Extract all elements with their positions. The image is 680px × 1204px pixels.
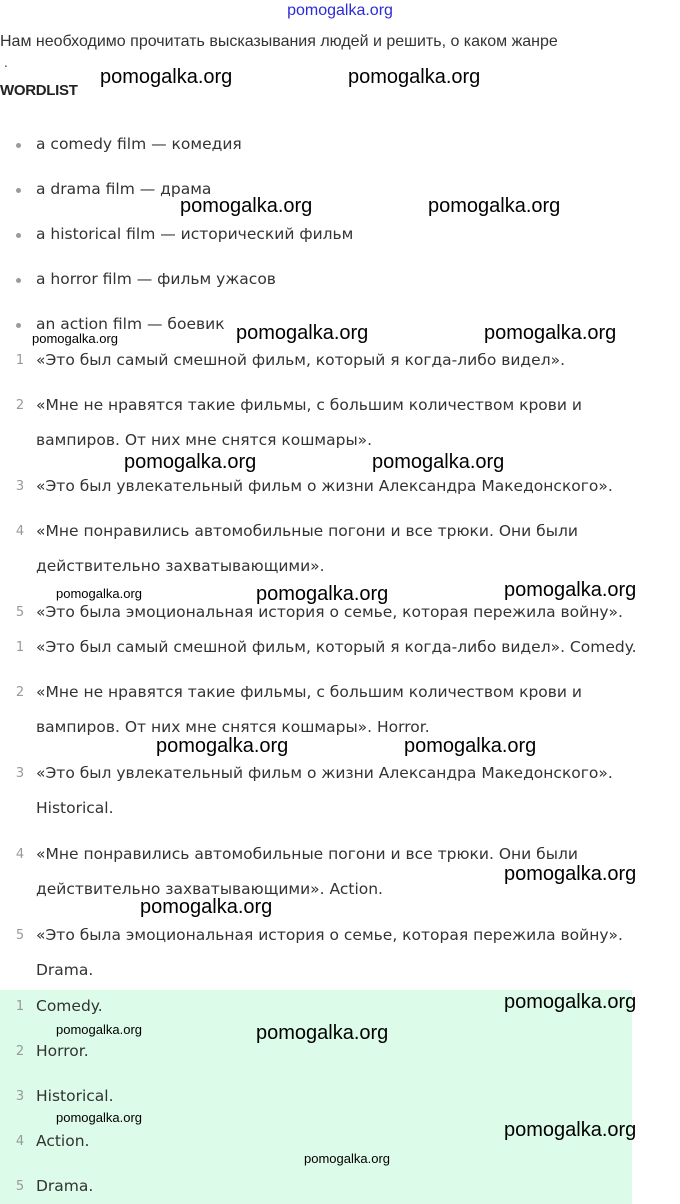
item-number: 1 (15, 353, 25, 368)
watermark: pomogalka.org (124, 451, 257, 473)
watermark: pomogalka.org (404, 735, 537, 757)
text-line: действительно захватывающими». Action. (36, 880, 383, 898)
answered-statement-text (36, 756, 666, 826)
item-number: 3 (15, 479, 25, 494)
watermark: pomogalka.org (504, 579, 637, 601)
item-number: 4 (15, 1134, 25, 1149)
wordlist-item (0, 176, 680, 206)
statement-text (36, 343, 666, 378)
watermark: pomogalka.org (256, 583, 389, 605)
watermark: pomogalka.org (100, 66, 233, 88)
item-number: 5 (15, 605, 25, 620)
wordlist-item (0, 131, 680, 161)
bullet-icon (16, 233, 21, 238)
text-line: «Мне понравились автомобильные погони и все трюки. Они были (36, 845, 578, 863)
wordlist-item-text: a comedy film — комедия (36, 135, 242, 153)
item-number: 2 (15, 685, 25, 700)
text-line: «Мне понравились автомобильные погони и все трюки. Они были (36, 522, 578, 540)
answer-text: Action. (36, 1132, 90, 1150)
item-number: 2 (15, 1044, 25, 1059)
text-line: «Это был увлекательный фильм о жизни Александра Македонского». (36, 764, 613, 782)
watermark: pomogalka.org (504, 1119, 637, 1141)
text-line: «Это была эмоциональная история о семье, которая пережила войну». (36, 926, 623, 944)
watermark: pomogalka.org (140, 896, 273, 918)
bullet-icon (16, 188, 21, 193)
answered-statement-text (36, 675, 666, 745)
intro-dot: . (4, 56, 8, 70)
item-number: 1 (15, 640, 25, 655)
statement-text (36, 514, 666, 584)
item-number: 3 (15, 766, 25, 781)
bullet-icon (16, 278, 21, 283)
answered-statement-text (36, 918, 666, 988)
text-line: вампиров. От них мне снятся кошмары». (36, 431, 373, 449)
item-number: 1 (15, 999, 25, 1014)
watermark: pomogalka.org (428, 195, 561, 217)
text-line: Historical. (36, 799, 114, 817)
answer-text: Horror. (36, 1042, 89, 1060)
text-line: вампиров. От них мне снятся кошмары». Horror. (36, 718, 430, 736)
wordlist-item-text: a horror film — фильм ужасов (36, 270, 276, 288)
watermark: pomogalka.org (348, 66, 481, 88)
statement-text (36, 469, 666, 504)
header-site-link[interactable]: pomogalka.org (287, 2, 393, 19)
watermark: pomogalka.org (180, 195, 313, 217)
text-line: действительно захватывающими». (36, 557, 325, 575)
statement-text (36, 388, 666, 458)
item-number: 4 (15, 524, 25, 539)
watermark: pomogalka.org (372, 451, 505, 473)
wordlist-item (0, 266, 680, 296)
watermark: pomogalka.org (256, 1022, 389, 1044)
wordlist-item-text: an action film — боевик (36, 315, 225, 333)
watermark: pomogalka.org (304, 1151, 390, 1166)
text-line: Drama. (36, 961, 94, 979)
wordlist-title: WORDLIST (0, 82, 78, 99)
wordlist-item (0, 221, 680, 251)
wordlist-item-text: a drama film — драма (36, 180, 212, 198)
text-line: «Мне не нравятся такие фильмы, с большим количеством крови и (36, 396, 582, 414)
watermark: pomogalka.org (236, 322, 369, 344)
bullet-icon (16, 323, 21, 328)
answered-statement-text (36, 630, 666, 665)
text-line: «Это был самый смешной фильм, который я когда-либо видел». (36, 351, 566, 369)
watermark: pomogalka.org (156, 735, 289, 757)
answer-text: Comedy. (36, 997, 103, 1015)
watermark: pomogalka.org (56, 586, 142, 601)
wordlist-item-text: a historical film — исторический фильм (36, 225, 354, 243)
watermark: pomogalka.org (56, 1022, 142, 1037)
item-number: 3 (15, 1089, 25, 1104)
watermark: pomogalka.org (56, 1110, 142, 1125)
watermark: pomogalka.org (484, 322, 617, 344)
item-number: 5 (15, 928, 25, 943)
watermark: pomogalka.org (32, 331, 118, 346)
text-line: «Мне не нравятся такие фильмы, с большим количеством крови и (36, 683, 582, 701)
item-number: 4 (15, 847, 25, 862)
text-line: «Это была эмоциональная история о семье, которая пережила войну». (36, 603, 623, 621)
answer-text: Drama. (36, 1177, 94, 1195)
task-intro-text: Нам необходимо прочитать высказывания людей и решить, о каком жанре (0, 33, 558, 50)
text-line: «Это был увлекательный фильм о жизни Александра Македонского». (36, 477, 613, 495)
text-line: «Это был самый смешной фильм, который я когда-либо видел». Comedy. (36, 638, 637, 656)
watermark: pomogalka.org (504, 991, 637, 1013)
answer-text: Historical. (36, 1087, 114, 1105)
item-number: 5 (15, 1179, 25, 1194)
item-number: 2 (15, 398, 25, 413)
bullet-icon (16, 143, 21, 148)
watermark: pomogalka.org (504, 863, 637, 885)
